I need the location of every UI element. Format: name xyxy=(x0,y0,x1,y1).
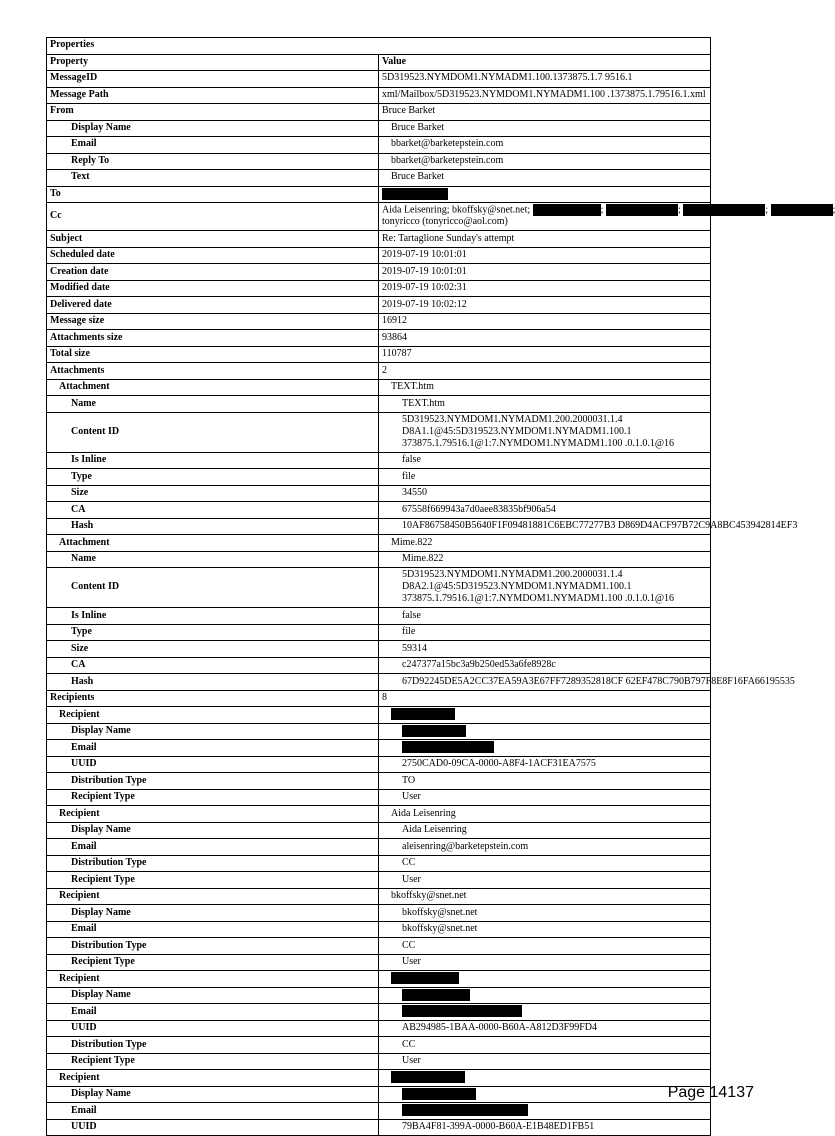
property-key: Attachments xyxy=(47,363,379,380)
table-row xyxy=(47,905,711,922)
cc-line-2: tonyricco (tonyricco@aol.com) xyxy=(382,216,508,228)
table-row xyxy=(47,674,711,691)
redaction-block xyxy=(391,972,459,984)
property-value: 2019-07-19 10:01:01 xyxy=(379,247,711,264)
table-row xyxy=(47,1037,711,1054)
property-key: Distribution Type xyxy=(47,938,379,955)
redaction-block xyxy=(391,708,455,720)
property-key: Attachments size xyxy=(47,330,379,347)
table-row xyxy=(47,87,711,104)
property-value: CC xyxy=(379,1037,711,1054)
property-value: 2019-07-19 10:02:12 xyxy=(379,297,711,314)
content-id-line: 5D319523.NYMDOM1.NYMADM1.200.2000031.1.4 xyxy=(402,569,623,581)
property-value: Aida Leisenring xyxy=(379,806,711,823)
property-value xyxy=(379,568,711,608)
table-row xyxy=(47,535,711,552)
property-key: Email xyxy=(47,1004,379,1021)
table-row xyxy=(47,971,711,988)
table-row xyxy=(47,170,711,187)
property-key: CA xyxy=(47,502,379,519)
property-value: CC xyxy=(379,938,711,955)
property-key: Total size xyxy=(47,346,379,363)
table-row xyxy=(47,203,711,231)
property-key: Subject xyxy=(47,231,379,248)
property-value: User xyxy=(379,872,711,889)
redaction-block xyxy=(402,741,494,753)
property-value xyxy=(379,412,711,452)
property-value xyxy=(379,987,711,1004)
property-key: Recipient xyxy=(47,707,379,724)
table-row xyxy=(47,363,711,380)
property-key: Email xyxy=(47,921,379,938)
property-key: Type xyxy=(47,624,379,641)
property-key: Hash xyxy=(47,674,379,691)
table-row xyxy=(47,872,711,889)
property-key: CA xyxy=(47,657,379,674)
table-row xyxy=(47,756,711,773)
property-value: bkoffsky@snet.net xyxy=(379,921,711,938)
table-row xyxy=(47,71,711,88)
table-row xyxy=(47,954,711,971)
content-id-line: 373875.1.79516.1@1:7.NYMDOM1.NYMADM1.100 .0.1.0.1@16 xyxy=(402,437,675,449)
column-header-value: Value xyxy=(379,54,711,71)
table-row xyxy=(47,888,711,905)
property-key: Recipient Type xyxy=(47,954,379,971)
property-value xyxy=(379,1086,711,1103)
property-value: Bruce Barket xyxy=(379,120,711,137)
table-row xyxy=(47,551,711,568)
property-key: Display Name xyxy=(47,1086,379,1103)
table-row xyxy=(47,723,711,740)
property-key: Is Inline xyxy=(47,608,379,625)
property-value: Re: Tartaglione Sunday's attempt xyxy=(379,231,711,248)
table-row xyxy=(47,518,711,535)
table-row xyxy=(47,502,711,519)
table-row xyxy=(47,412,711,452)
property-value: false xyxy=(379,452,711,469)
table-row xyxy=(47,641,711,658)
property-value: bbarket@barketepstein.com xyxy=(379,153,711,170)
redaction-block xyxy=(606,204,678,216)
property-key: Recipient xyxy=(47,888,379,905)
property-key: Recipient Type xyxy=(47,872,379,889)
redaction-block xyxy=(533,204,601,216)
property-key: MessageID xyxy=(47,71,379,88)
property-key: UUID xyxy=(47,1020,379,1037)
content-id-line: 373875.1.79516.1@1:7.NYMDOM1.NYMADM1.100 .0.1.0.1@16 xyxy=(402,593,675,605)
property-value: 2019-07-19 10:02:31 xyxy=(379,280,711,297)
redaction-block xyxy=(683,204,765,216)
property-key: From xyxy=(47,104,379,121)
table-row xyxy=(47,1020,711,1037)
redaction-block xyxy=(771,204,833,216)
property-value xyxy=(379,740,711,757)
properties-table xyxy=(46,37,798,1136)
column-header-property: Property xyxy=(47,54,379,71)
property-key: Modified date xyxy=(47,280,379,297)
property-value: 2750CAD0-09CA-0000-A8F4-1ACF31EA7575 xyxy=(379,756,711,773)
property-value: c247377a15bc3a9b250ed53a6fe8928c xyxy=(379,657,711,674)
table-row xyxy=(47,396,711,413)
table-row xyxy=(47,608,711,625)
property-value: TEXT.htm xyxy=(379,396,711,413)
cc-line-1: Aida Leisenring; bkoffsky@snet.net; xyxy=(382,204,531,216)
property-key: Recipient xyxy=(47,971,379,988)
property-key: Content ID xyxy=(47,568,379,608)
table-row xyxy=(47,485,711,502)
property-value: file xyxy=(379,469,711,486)
table-row xyxy=(47,346,711,363)
table-row xyxy=(47,806,711,823)
property-key: Recipient Type xyxy=(47,789,379,806)
property-key: Display Name xyxy=(47,723,379,740)
property-value: User xyxy=(379,789,711,806)
property-value: 10AF86758450B5640F1F09481881C6EBC77277B3 D869D4ACF97B72C9A8BC453942814EF3 xyxy=(379,518,711,535)
table-row xyxy=(47,773,711,790)
table-row xyxy=(47,789,711,806)
property-key: Attachment xyxy=(47,379,379,396)
property-key: Email xyxy=(47,1103,379,1120)
table-row xyxy=(47,297,711,314)
property-value: bkoffsky@snet.net xyxy=(379,888,711,905)
property-key: Size xyxy=(47,641,379,658)
table-row xyxy=(47,707,711,724)
table-row xyxy=(47,264,711,281)
property-key: Size xyxy=(47,485,379,502)
property-key: UUID xyxy=(47,756,379,773)
table-row xyxy=(47,1053,711,1070)
property-key: Hash xyxy=(47,518,379,535)
property-value: CC xyxy=(379,855,711,872)
table-row xyxy=(47,987,711,1004)
property-value: User xyxy=(379,954,711,971)
property-value: TEXT.htm xyxy=(379,379,711,396)
property-key: Distribution Type xyxy=(47,1037,379,1054)
table-row xyxy=(47,657,711,674)
table-row xyxy=(47,1086,711,1103)
property-key: Name xyxy=(47,551,379,568)
property-value xyxy=(379,1070,711,1087)
table-row xyxy=(47,822,711,839)
property-value: Aida Leisenring; bkoffsky@snet.net; ; ; ; tonyricco (tonyricco@aol.com) xyxy=(379,203,711,231)
property-key: Email xyxy=(47,137,379,154)
redaction-block xyxy=(402,989,470,1001)
table-title: Properties xyxy=(47,38,711,55)
property-key: Text xyxy=(47,170,379,187)
redaction-block xyxy=(391,1071,465,1083)
redaction-block xyxy=(402,1088,476,1100)
property-key: Display Name xyxy=(47,905,379,922)
redaction-block xyxy=(382,188,448,200)
table-row xyxy=(47,740,711,757)
property-value xyxy=(379,1103,711,1120)
property-key: Recipient Type xyxy=(47,1053,379,1070)
table-row xyxy=(47,153,711,170)
table-row xyxy=(47,568,711,608)
table-row xyxy=(47,247,711,264)
property-key: Cc xyxy=(47,203,379,231)
property-key: Message size xyxy=(47,313,379,330)
property-key: Creation date xyxy=(47,264,379,281)
table-row xyxy=(47,104,711,121)
table-row xyxy=(47,921,711,938)
redaction-block xyxy=(402,1005,522,1017)
property-key: To xyxy=(47,186,379,203)
table-row xyxy=(47,469,711,486)
property-value xyxy=(379,1004,711,1021)
property-value xyxy=(379,971,711,988)
property-value: 2 xyxy=(379,363,711,380)
content-id-line: D8A1.1@45:5D319523.NYMDOM1.NYMADM1.100.1 xyxy=(402,425,632,437)
property-value: Bruce Barket xyxy=(379,104,711,121)
redaction-block xyxy=(402,725,466,737)
property-value: Bruce Barket xyxy=(379,170,711,187)
property-value xyxy=(379,723,711,740)
property-value: bbarket@barketepstein.com xyxy=(379,137,711,154)
property-key: Message Path xyxy=(47,87,379,104)
table-row xyxy=(47,1119,711,1136)
property-value xyxy=(379,186,711,203)
property-value: 110787 xyxy=(379,346,711,363)
table-row xyxy=(47,938,711,955)
property-key: Distribution Type xyxy=(47,773,379,790)
property-value: 67558f669943a7d0aee83835bf906a54 xyxy=(379,502,711,519)
property-value: AB294985-1BAA-0000-B60A-A812D3F99FD4 xyxy=(379,1020,711,1037)
table-row xyxy=(47,839,711,856)
property-value: Mime.822 xyxy=(379,535,711,552)
property-key: Content ID xyxy=(47,412,379,452)
property-key: Recipient xyxy=(47,806,379,823)
property-key: Is Inline xyxy=(47,452,379,469)
property-key: Recipient xyxy=(47,1070,379,1087)
property-value: 8 xyxy=(379,690,711,707)
table-row xyxy=(47,690,711,707)
property-key: Display Name xyxy=(47,120,379,137)
property-value: 59314 xyxy=(379,641,711,658)
property-value: 34550 xyxy=(379,485,711,502)
table-row xyxy=(47,379,711,396)
property-key: Type xyxy=(47,469,379,486)
property-value: User xyxy=(379,1053,711,1070)
table-row xyxy=(47,1070,711,1087)
table-row xyxy=(47,313,711,330)
property-value: xml/Mailbox/5D319523.NYMDOM1.NYMADM1.100 .1373875.1.79516.1.xml xyxy=(379,87,711,104)
table-row xyxy=(47,280,711,297)
table-row xyxy=(47,231,711,248)
property-value: TO xyxy=(379,773,711,790)
property-value: 93864 xyxy=(379,330,711,347)
content-id-line: D8A2.1@45:5D319523.NYMDOM1.NYMADM1.100.1 xyxy=(402,581,632,593)
table-row xyxy=(47,120,711,137)
property-key: Reply To xyxy=(47,153,379,170)
property-value: false xyxy=(379,608,711,625)
property-value: bkoffsky@snet.net xyxy=(379,905,711,922)
property-value: aleisenring@barketepstein.com xyxy=(379,839,711,856)
content-id-line: 5D319523.NYMDOM1.NYMADM1.200.2000031.1.4 xyxy=(402,413,623,425)
table-row xyxy=(47,452,711,469)
page-number: Page 14137 xyxy=(667,1084,754,1101)
property-key: Display Name xyxy=(47,987,379,1004)
property-value: Mime.822 xyxy=(379,551,711,568)
property-value: 67D92245DE5A2CC37EA59A3E67FF7289352818CF 62EF478C790B797F8E8F16FA66195535 xyxy=(379,674,711,691)
table-row xyxy=(47,330,711,347)
property-key: Distribution Type xyxy=(47,855,379,872)
property-key: Recipients xyxy=(47,690,379,707)
property-value: 79BA4F81-399A-0000-B60A-E1B48ED1FB51 xyxy=(379,1119,711,1136)
property-key: Email xyxy=(47,839,379,856)
property-key: Delivered date xyxy=(47,297,379,314)
property-key: Name xyxy=(47,396,379,413)
table-row xyxy=(47,186,711,203)
property-value: 5D319523.NYMDOM1.NYMADM1.100.1373875.1.7 9516.1 xyxy=(379,71,711,88)
property-value: Aida Leisenring xyxy=(379,822,711,839)
table-row xyxy=(47,624,711,641)
property-key: Attachment xyxy=(47,535,379,552)
table-row xyxy=(47,855,711,872)
property-value: 2019-07-19 10:01:01 xyxy=(379,264,711,281)
property-value: 16912 xyxy=(379,313,711,330)
property-key: Email xyxy=(47,740,379,757)
property-key: UUID xyxy=(47,1119,379,1136)
table-row xyxy=(47,137,711,154)
table-row xyxy=(47,1103,711,1120)
property-key: Scheduled date xyxy=(47,247,379,264)
table-row xyxy=(47,1004,711,1021)
property-key: Display Name xyxy=(47,822,379,839)
property-value xyxy=(379,707,711,724)
property-value: file xyxy=(379,624,711,641)
redaction-block xyxy=(402,1104,528,1116)
